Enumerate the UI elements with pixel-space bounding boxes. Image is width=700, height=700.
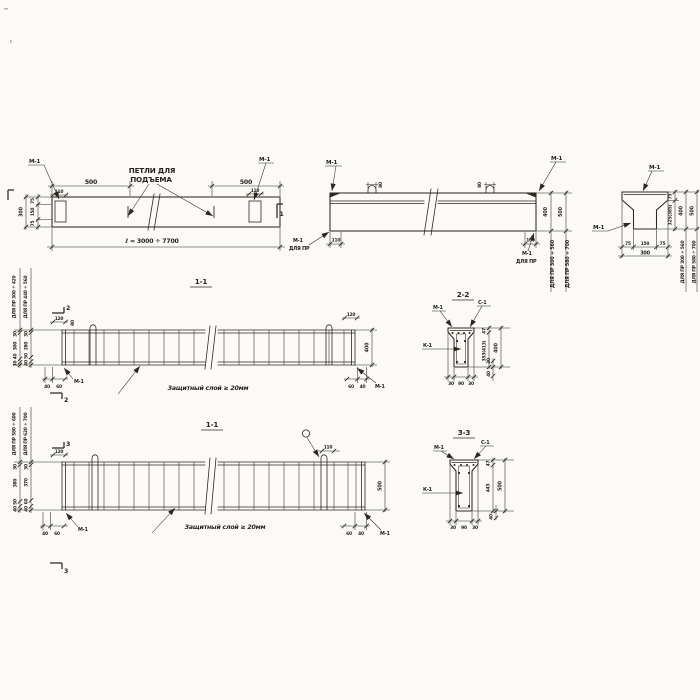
m1-label: М-1 bbox=[522, 251, 532, 257]
length-dim-text: ℓ = 3000 ÷ 7700 bbox=[125, 238, 179, 245]
dim-text: 40 bbox=[358, 532, 364, 537]
dim-text: 60 bbox=[346, 532, 352, 537]
dim-text: 30 bbox=[487, 358, 492, 364]
dim-text: 400 bbox=[364, 342, 371, 353]
dim-text: 30 bbox=[13, 464, 19, 470]
dim-text: 47 bbox=[482, 328, 488, 334]
dim-text: 150 bbox=[640, 242, 650, 247]
dim-text: 280 bbox=[24, 341, 30, 351]
m1-label: М-1 bbox=[551, 156, 563, 162]
s1-label: С-1 bbox=[478, 300, 487, 306]
dim-text: 50 bbox=[24, 353, 30, 359]
dim-text: 40 bbox=[13, 353, 19, 360]
range-text: ДЛЯ ПР 620 ÷ 700 bbox=[24, 412, 29, 456]
m1-label: М-1 bbox=[649, 165, 661, 171]
dlya-pr-label: ДЛЯ ПР bbox=[516, 259, 537, 265]
dim-text: 90 bbox=[458, 382, 464, 387]
cover-note-text: Защитный слой ≥ 20мм bbox=[167, 385, 249, 392]
dim-text: 380 bbox=[13, 478, 19, 488]
dim-text: 500 bbox=[239, 179, 253, 186]
cut-label: 2 bbox=[64, 397, 69, 404]
dim-text: 120 bbox=[54, 450, 64, 455]
dim-text: 110 bbox=[331, 238, 341, 244]
k1-label: К-1 bbox=[423, 343, 432, 349]
dim-text: 75 bbox=[668, 193, 674, 200]
range-text: ДЛЯ ПР 300 ÷ 420 bbox=[12, 275, 18, 319]
dim-text: 30 bbox=[24, 331, 30, 337]
dim-text: 353(413) bbox=[482, 340, 488, 362]
dim-text: 40 bbox=[44, 385, 50, 390]
cut-label: 1 bbox=[279, 211, 284, 218]
scan-artifact bbox=[4, 8, 8, 10]
dim-text: 443 bbox=[486, 483, 492, 493]
dim-text: 500 bbox=[689, 206, 696, 216]
loop-dim-80: 80 bbox=[71, 320, 76, 326]
dim-text: 40 bbox=[489, 514, 495, 520]
dim-text: 50 bbox=[13, 499, 19, 505]
dim-text: 30 bbox=[468, 382, 474, 387]
dim-text: 40 bbox=[24, 360, 30, 366]
dim-text: 30 bbox=[448, 382, 454, 387]
cut-label: 2 bbox=[66, 305, 71, 312]
dim-text: 110 bbox=[54, 190, 64, 195]
dim-text: 100 bbox=[526, 238, 535, 244]
dim-text: 75 bbox=[659, 242, 666, 247]
dim-text: 400 bbox=[678, 206, 685, 216]
range-text: ДЛЯ ПР 580 ÷ 700 bbox=[692, 240, 698, 284]
m1-label: М-1 bbox=[593, 225, 605, 231]
k1-label: К-1 bbox=[423, 487, 432, 493]
m1-label: М-1 bbox=[74, 379, 84, 385]
title-text: 1-1 bbox=[194, 277, 208, 286]
range-text: ДЛЯ ПР 300 ÷ 560 bbox=[681, 240, 686, 284]
dim-text: 30 bbox=[13, 360, 19, 367]
cut-label: 3 bbox=[66, 441, 71, 448]
m1-label: М-1 bbox=[29, 159, 41, 165]
m1-label: М-1 bbox=[78, 527, 88, 533]
dim-text: 30 bbox=[472, 526, 478, 531]
range-text: ДЛЯ ПР 580 ÷ 700 bbox=[565, 240, 571, 288]
range-text: ДЛЯ ПР 440 ÷ 560 bbox=[24, 275, 29, 319]
dim-text: 75 bbox=[625, 242, 631, 247]
dim-text: 40 bbox=[13, 506, 19, 512]
dim-text: 500 bbox=[377, 481, 384, 491]
dim-text: 120 bbox=[346, 313, 356, 318]
dlya-pr-label: ДЛЯ ПР bbox=[289, 246, 310, 252]
dim-text: 75 bbox=[31, 220, 36, 227]
dim-text: 60 bbox=[54, 532, 60, 537]
dim-text: 75 bbox=[31, 198, 36, 204]
dim-text: 400 bbox=[493, 343, 500, 353]
title-text: 3-3 bbox=[457, 428, 471, 437]
dim-text: 30 bbox=[24, 464, 30, 470]
dim-text: 500 bbox=[84, 179, 98, 186]
m1-label: М-1 bbox=[434, 445, 444, 451]
dim-text: 80 bbox=[379, 182, 384, 188]
dim-text: 110 bbox=[250, 189, 260, 194]
dim-text: 40 bbox=[24, 506, 30, 512]
dim-text: 30 bbox=[450, 526, 456, 531]
dim-text: 300 bbox=[640, 250, 650, 257]
dim-text: 370 bbox=[24, 478, 30, 487]
s1-label: С-1 bbox=[481, 440, 490, 446]
dim-text: 325(385) bbox=[668, 204, 674, 226]
title-text: 1-1 bbox=[205, 420, 219, 429]
m1-label: М-1 bbox=[259, 157, 271, 163]
dim-text: 60 bbox=[56, 385, 62, 390]
dim-text: 500 bbox=[558, 207, 564, 217]
dim-text: 90 bbox=[461, 526, 467, 531]
dim-text: 500 bbox=[497, 481, 504, 491]
dim-text: 80 bbox=[478, 182, 483, 188]
dim-text: 40 bbox=[42, 532, 48, 537]
dim-text: 150 bbox=[31, 207, 36, 217]
cover-note-text: Защитный слой ≥ 20мм bbox=[184, 524, 266, 531]
loops-label-line2: ПОДЪЕМА bbox=[130, 175, 172, 184]
m1-label: М-1 bbox=[380, 531, 390, 537]
dim-text: 40 bbox=[359, 385, 366, 390]
m1-label: М-1 bbox=[433, 305, 443, 311]
dim-text: 30 bbox=[13, 331, 19, 337]
m1-label: М-1 bbox=[326, 160, 338, 166]
dim-text: 300 bbox=[18, 207, 25, 217]
dim-text: 60 bbox=[24, 498, 30, 505]
dim-text: 300 bbox=[13, 341, 19, 351]
dim-text: 120 bbox=[54, 317, 64, 322]
m1-label: М-1 bbox=[375, 384, 385, 390]
dim-text: 47 bbox=[486, 460, 492, 467]
range-text: ДЛЯ ПР 300 ÷ 560 bbox=[550, 240, 556, 288]
dim-text: 60 bbox=[348, 385, 354, 390]
m1-label: М-1 bbox=[293, 238, 303, 244]
dim-text: 40 bbox=[487, 371, 492, 377]
scan-artifact bbox=[10, 40, 12, 43]
title-text: 2-2 bbox=[456, 290, 470, 299]
range-text: ДЛЯ ПР 580 ÷ 600 bbox=[12, 412, 18, 456]
loops-label-line1: ПЕТЛИ ДЛЯ bbox=[128, 166, 176, 175]
dim-text: 400 bbox=[543, 207, 549, 217]
cut-label: 3 bbox=[64, 568, 69, 575]
dim-text: 110 bbox=[323, 445, 333, 451]
